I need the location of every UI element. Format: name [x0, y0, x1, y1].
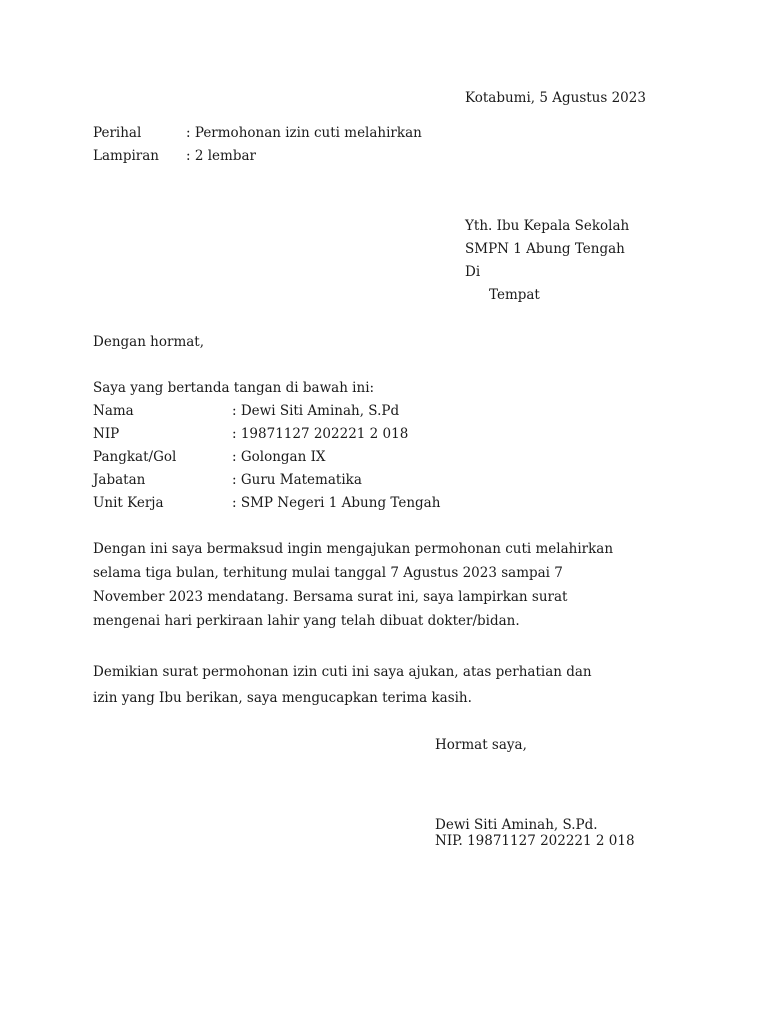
identity-label-jabatan: Jabatan: [93, 472, 146, 488]
perihal-label: Perihal: [93, 125, 142, 141]
signature-nip: NIP. 19871127 202221 2 018: [435, 833, 635, 849]
recipient-line-1: Yth. Ibu Kepala Sekolah: [465, 218, 630, 234]
signature-greeting: Hormat saya,: [435, 737, 527, 753]
body-line: mengenai hari perkiraan lahir yang telah dibuat dokter/bidan.: [93, 613, 520, 629]
identity-value-nama: : Dewi Siti Aminah, S.Pd: [232, 403, 400, 419]
body-line: November 2023 mendatang. Bersama surat ini, saya lampirkan surat: [93, 589, 568, 605]
identity-label-nama: Nama: [93, 403, 134, 419]
recipient-line-3: Di: [465, 264, 481, 280]
lampiran-value: : 2 lembar: [186, 148, 256, 164]
recipient-line-2: SMPN 1 Abung Tengah: [465, 241, 625, 257]
identity-value-nip: : 19871127 202221 2 018: [232, 426, 409, 442]
intro-line: Saya yang bertanda tangan di bawah ini:: [93, 380, 375, 396]
date-place: Kotabumi, 5 Agustus 2023: [465, 90, 646, 106]
identity-value-unit-kerja: : SMP Negeri 1 Abung Tengah: [232, 495, 441, 511]
lampiran-label: Lampiran: [93, 148, 159, 164]
identity-label-nip: NIP: [93, 426, 120, 442]
salutation: Dengan hormat,: [93, 334, 205, 350]
identity-label-pangkat: Pangkat/Gol: [93, 449, 177, 465]
body-line: Dengan ini saya bermaksud ingin mengajukan permohonan cuti melahirkan: [93, 541, 614, 557]
identity-label-unit-kerja: Unit Kerja: [93, 495, 164, 511]
closing-line: izin yang Ibu berikan, saya mengucapkan terima kasih.: [93, 690, 472, 706]
perihal-value: : Permohonan izin cuti melahirkan: [186, 125, 422, 141]
recipient-line-4: Tempat: [489, 287, 540, 303]
body-line: selama tiga bulan, terhitung mulai tanggal 7 Agustus 2023 sampai 7: [93, 565, 563, 581]
identity-value-pangkat: : Golongan IX: [232, 449, 326, 465]
identity-value-jabatan: : Guru Matematika: [232, 472, 362, 488]
closing-line: Demikian surat permohonan izin cuti ini saya ajukan, atas perhatian dan: [93, 664, 592, 680]
signature-name: Dewi Siti Aminah, S.Pd.: [435, 817, 598, 833]
